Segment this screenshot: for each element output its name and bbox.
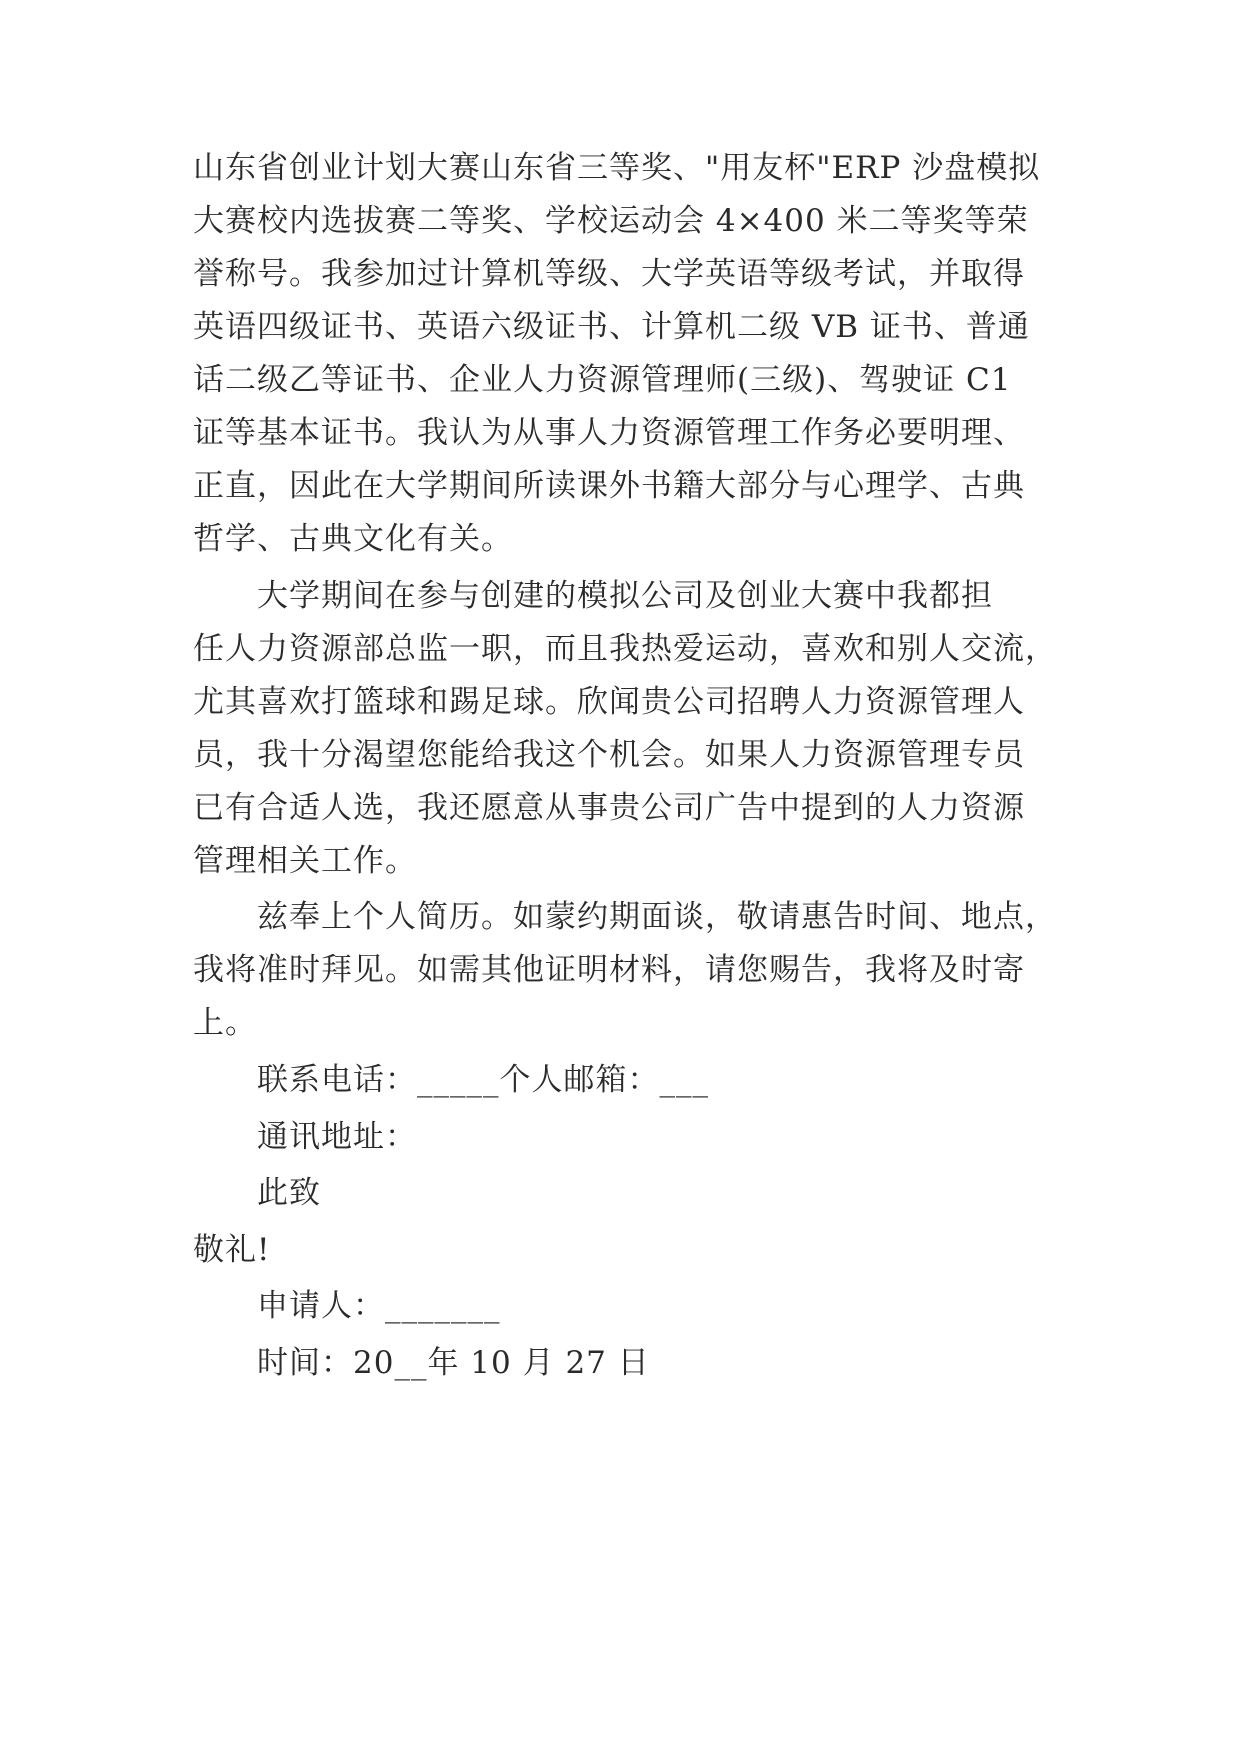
paragraph-2-line-5: 已有合适人选，我还愿意从事贵公司广告中提到的人力资源 (193, 790, 1025, 826)
paragraph-2-line-1: 大学期间在参与创建的模拟公司及创业大赛中我都担 (257, 578, 993, 614)
paragraph-1-line-8: 哲学、古典文化有关。 (193, 521, 513, 557)
paragraph-1-line-7: 正直，因此在大学期间所读课外书籍大部分与心理学、古典 (193, 468, 1025, 504)
paragraph-2-line-2: 任人力资源部总监一职，而且我热爱运动，喜欢和别人交流， (193, 631, 1057, 667)
paragraph-1-line-2: 大赛校内选拔赛二等奖、学校运动会 4×400 米二等奖等荣 (193, 203, 1029, 239)
date-line: 时间：20__年 10 月 27 日 (257, 1345, 650, 1381)
closing-line: 此致 (257, 1175, 321, 1211)
address-line: 通讯地址： (257, 1119, 417, 1155)
paragraph-2-line-3: 尤其喜欢打篮球和踢足球。欣闻贵公司招聘人力资源管理人 (193, 684, 1025, 720)
paragraph-2-line-6: 管理相关工作。 (193, 843, 417, 879)
paragraph-1-line-4: 英语四级证书、英语六级证书、计算机二级 VB 证书、普通 (193, 309, 1030, 345)
salute-line: 敬礼! (193, 1232, 271, 1268)
paragraph-3-line-1: 兹奉上个人简历。如蒙约期面谈，敬请惠告时间、地点， (257, 899, 1057, 935)
paragraph-3-line-3: 上。 (193, 1005, 257, 1041)
applicant-line: 申请人：_______ (257, 1288, 501, 1324)
paragraph-1-line-3: 誉称号。我参加过计算机等级、大学英语等级考试，并取得 (193, 256, 1025, 292)
paragraph-3-line-2: 我将准时拜见。如需其他证明材料，请您赐告，我将及时寄 (193, 952, 1025, 988)
paragraph-1-line-1: 山东省创业计划大赛山东省三等奖、"用友杯"ERP 沙盘模拟 (193, 150, 1041, 186)
paragraph-1-line-6: 证等基本证书。我认为从事人力资源管理工作务必要明理、 (193, 415, 1025, 451)
contact-line: 联系电话：_____个人邮箱：___ (257, 1062, 709, 1098)
paragraph-2-line-4: 员，我十分渴望您能给我这个机会。如果人力资源管理专员 (193, 737, 1025, 773)
paragraph-1-line-5: 话二级乙等证书、企业人力资源管理师(三级)、驾驶证 C1 (193, 362, 1012, 398)
